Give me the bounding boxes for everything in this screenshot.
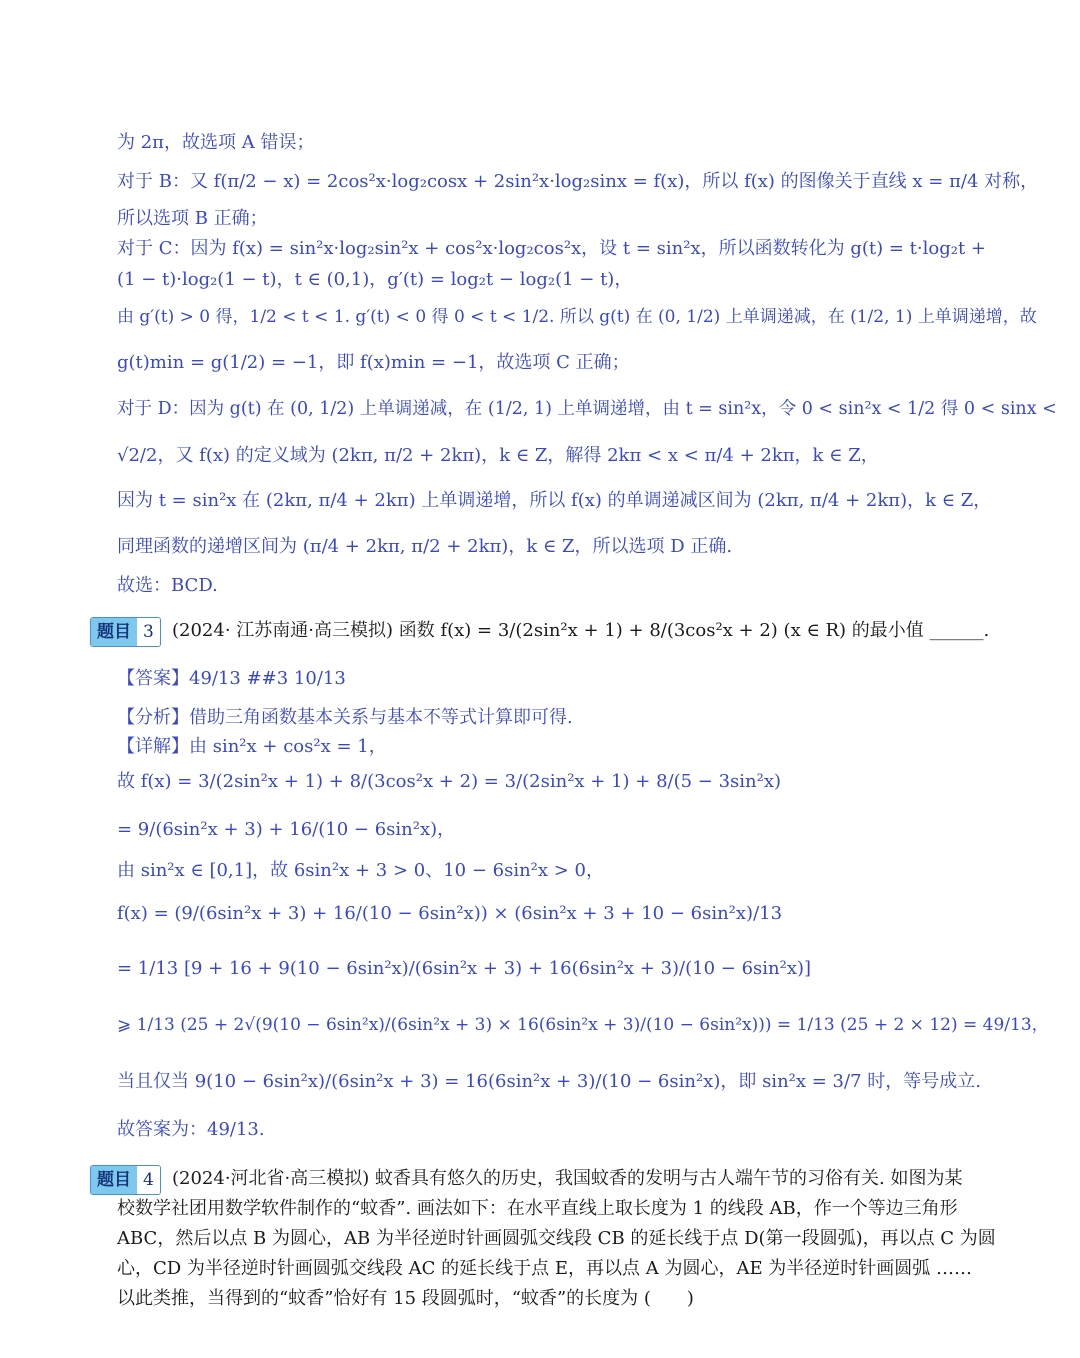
detail-line: ⩾ 1/13 (25 + 2√(9(10 − 6sin²x)/(6sin²x + 3) × 16(6sin²x + 3)/(10 − 6sin²x))) = 1/13 (25 + 2 × 12) = 49/13，	[117, 1015, 1049, 1035]
solution-line: 对于 D：因为 g(t) 在 (0, 1/2) 上单调递减，在 (1/2, 1) 上单调递增，由 t = sin²x，令 0 < sin²x < 1/2 得 0 < sinx <	[117, 399, 1057, 419]
question-badge-label: 题目	[91, 618, 137, 646]
solution-line: g(t)min = g(1/2) = −1，即 f(x)min = −1，故选项 C 正确；	[117, 352, 630, 373]
detail-line: 由 sin²x ∈ [0,1]，故 6sin²x + 3 > 0、10 − 6sin²x > 0，	[117, 860, 605, 881]
question-badge-number: 4	[137, 1166, 160, 1194]
solution-line: (1 − t)·log₂(1 − t)，t ∈ (0,1)，g′(t) = log₂t − log₂(1 − t)，	[117, 269, 633, 290]
question-text: (2024·河北省·高三模拟) 蚊香具有悠久的历史，我国蚊香的发明与古人端午节的习俗有关. 如图为某	[172, 1168, 963, 1189]
detail-line: = 1/13 [9 + 16 + 9(10 − 6sin²x)/(6sin²x + 3) + 16(6sin²x + 3)/(10 − 6sin²x)]	[117, 958, 812, 979]
question-text: 校数学社团用数学软件制作的“蚊香”. 画法如下：在水平直线上取长度为 1 的线段 AB，作一个等边三角形	[117, 1198, 958, 1219]
solution-line: 由 g′(t) > 0 得，1/2 < t < 1. g′(t) < 0 得 0 < t < 1/2. 所以 g(t) 在 (0, 1/2) 上单调递减，在 (1/2, 1) 上单调递增，故	[117, 307, 1037, 327]
detail-line: 当且仅当 9(10 − 6sin²x)/(6sin²x + 3) = 16(6sin²x + 3)/(10 − 6sin²x)，即 sin²x = 3/7 时，等号成立.	[117, 1071, 981, 1092]
question-text: ABC，然后以点 B 为圆心，AB 为半径逆时针画圆弧交线段 CB 的延长线于点 D(第一段圆弧)，再以点 C 为圆	[117, 1228, 996, 1249]
solution-line: 同理函数的递增区间为 (π/4 + 2kπ, π/2 + 2kπ)，k ∈ Z，所以选项 D 正确.	[117, 536, 733, 557]
analysis-line: 【分析】借助三角函数基本关系与基本不等式计算即可得.	[117, 707, 573, 728]
detail-line: 故 f(x) = 3/(2sin²x + 1) + 8/(3cos²x + 2) = 3/(2sin²x + 1) + 8/(5 − 3sin²x)	[117, 771, 782, 792]
detail-line: f(x) = (9/(6sin²x + 3) + 16/(10 − 6sin²x)) × (6sin²x + 3 + 10 − 6sin²x)/13	[117, 903, 783, 924]
detail-line: = 9/(6sin²x + 3) + 16/(10 − 6sin²x)，	[117, 819, 456, 840]
detail-line: 【详解】由 sin²x + cos²x = 1，	[117, 736, 387, 757]
final-answer-line: 故答案为：49/13.	[117, 1119, 265, 1140]
question-badge	[90, 617, 161, 647]
solution-line: 所以选项 B 正确；	[117, 208, 268, 229]
solution-line: 故选：BCD.	[117, 575, 218, 596]
solution-line: 为 2π，故选项 A 错误；	[117, 132, 315, 153]
question-text: (2024· 江苏南通·高三模拟) 函数 f(x) = 3/(2sin²x + 1) + 8/(3cos²x + 2) (x ∈ R) 的最小值 ______.	[172, 620, 990, 641]
question-text: 心，CD 为半径逆时针画圆弧交线段 AC 的延长线于点 E，再以点 A 为圆心，AE 为半径逆时针画圆弧 ……	[117, 1258, 973, 1279]
answer-line: 【答案】49/13 ##3 10/13	[117, 668, 346, 689]
question-text: 以此类推，当得到的“蚊香”恰好有 15 段圆弧时，“蚊香”的长度为 ( )	[117, 1288, 694, 1309]
question-badge-number: 3	[137, 618, 160, 646]
solution-line: 对于 B：又 f(π/2 − x) = 2cos²x·log₂cosx + 2sin²x·log₂sinx = f(x)，所以 f(x) 的图像关于直线 x = π/4 对称，	[117, 171, 1039, 192]
solution-line: √2/2，又 f(x) 的定义域为 (2kπ, π/2 + 2kπ)，k ∈ Z，解得 2kπ < x < π/4 + 2kπ，k ∈ Z，	[117, 445, 879, 466]
solution-line: 因为 t = sin²x 在 (2kπ, π/4 + 2kπ) 上单调递增，所以 f(x) 的单调递减区间为 (2kπ, π/4 + 2kπ)，k ∈ Z，	[117, 490, 992, 511]
question-badge	[90, 1165, 161, 1195]
question-badge-label: 题目	[91, 1166, 137, 1194]
solution-line: 对于 C：因为 f(x) = sin²x·log₂sin²x + cos²x·log₂cos²x，设 t = sin²x，所以函数转化为 g(t) = t·log₂t +	[117, 238, 986, 259]
